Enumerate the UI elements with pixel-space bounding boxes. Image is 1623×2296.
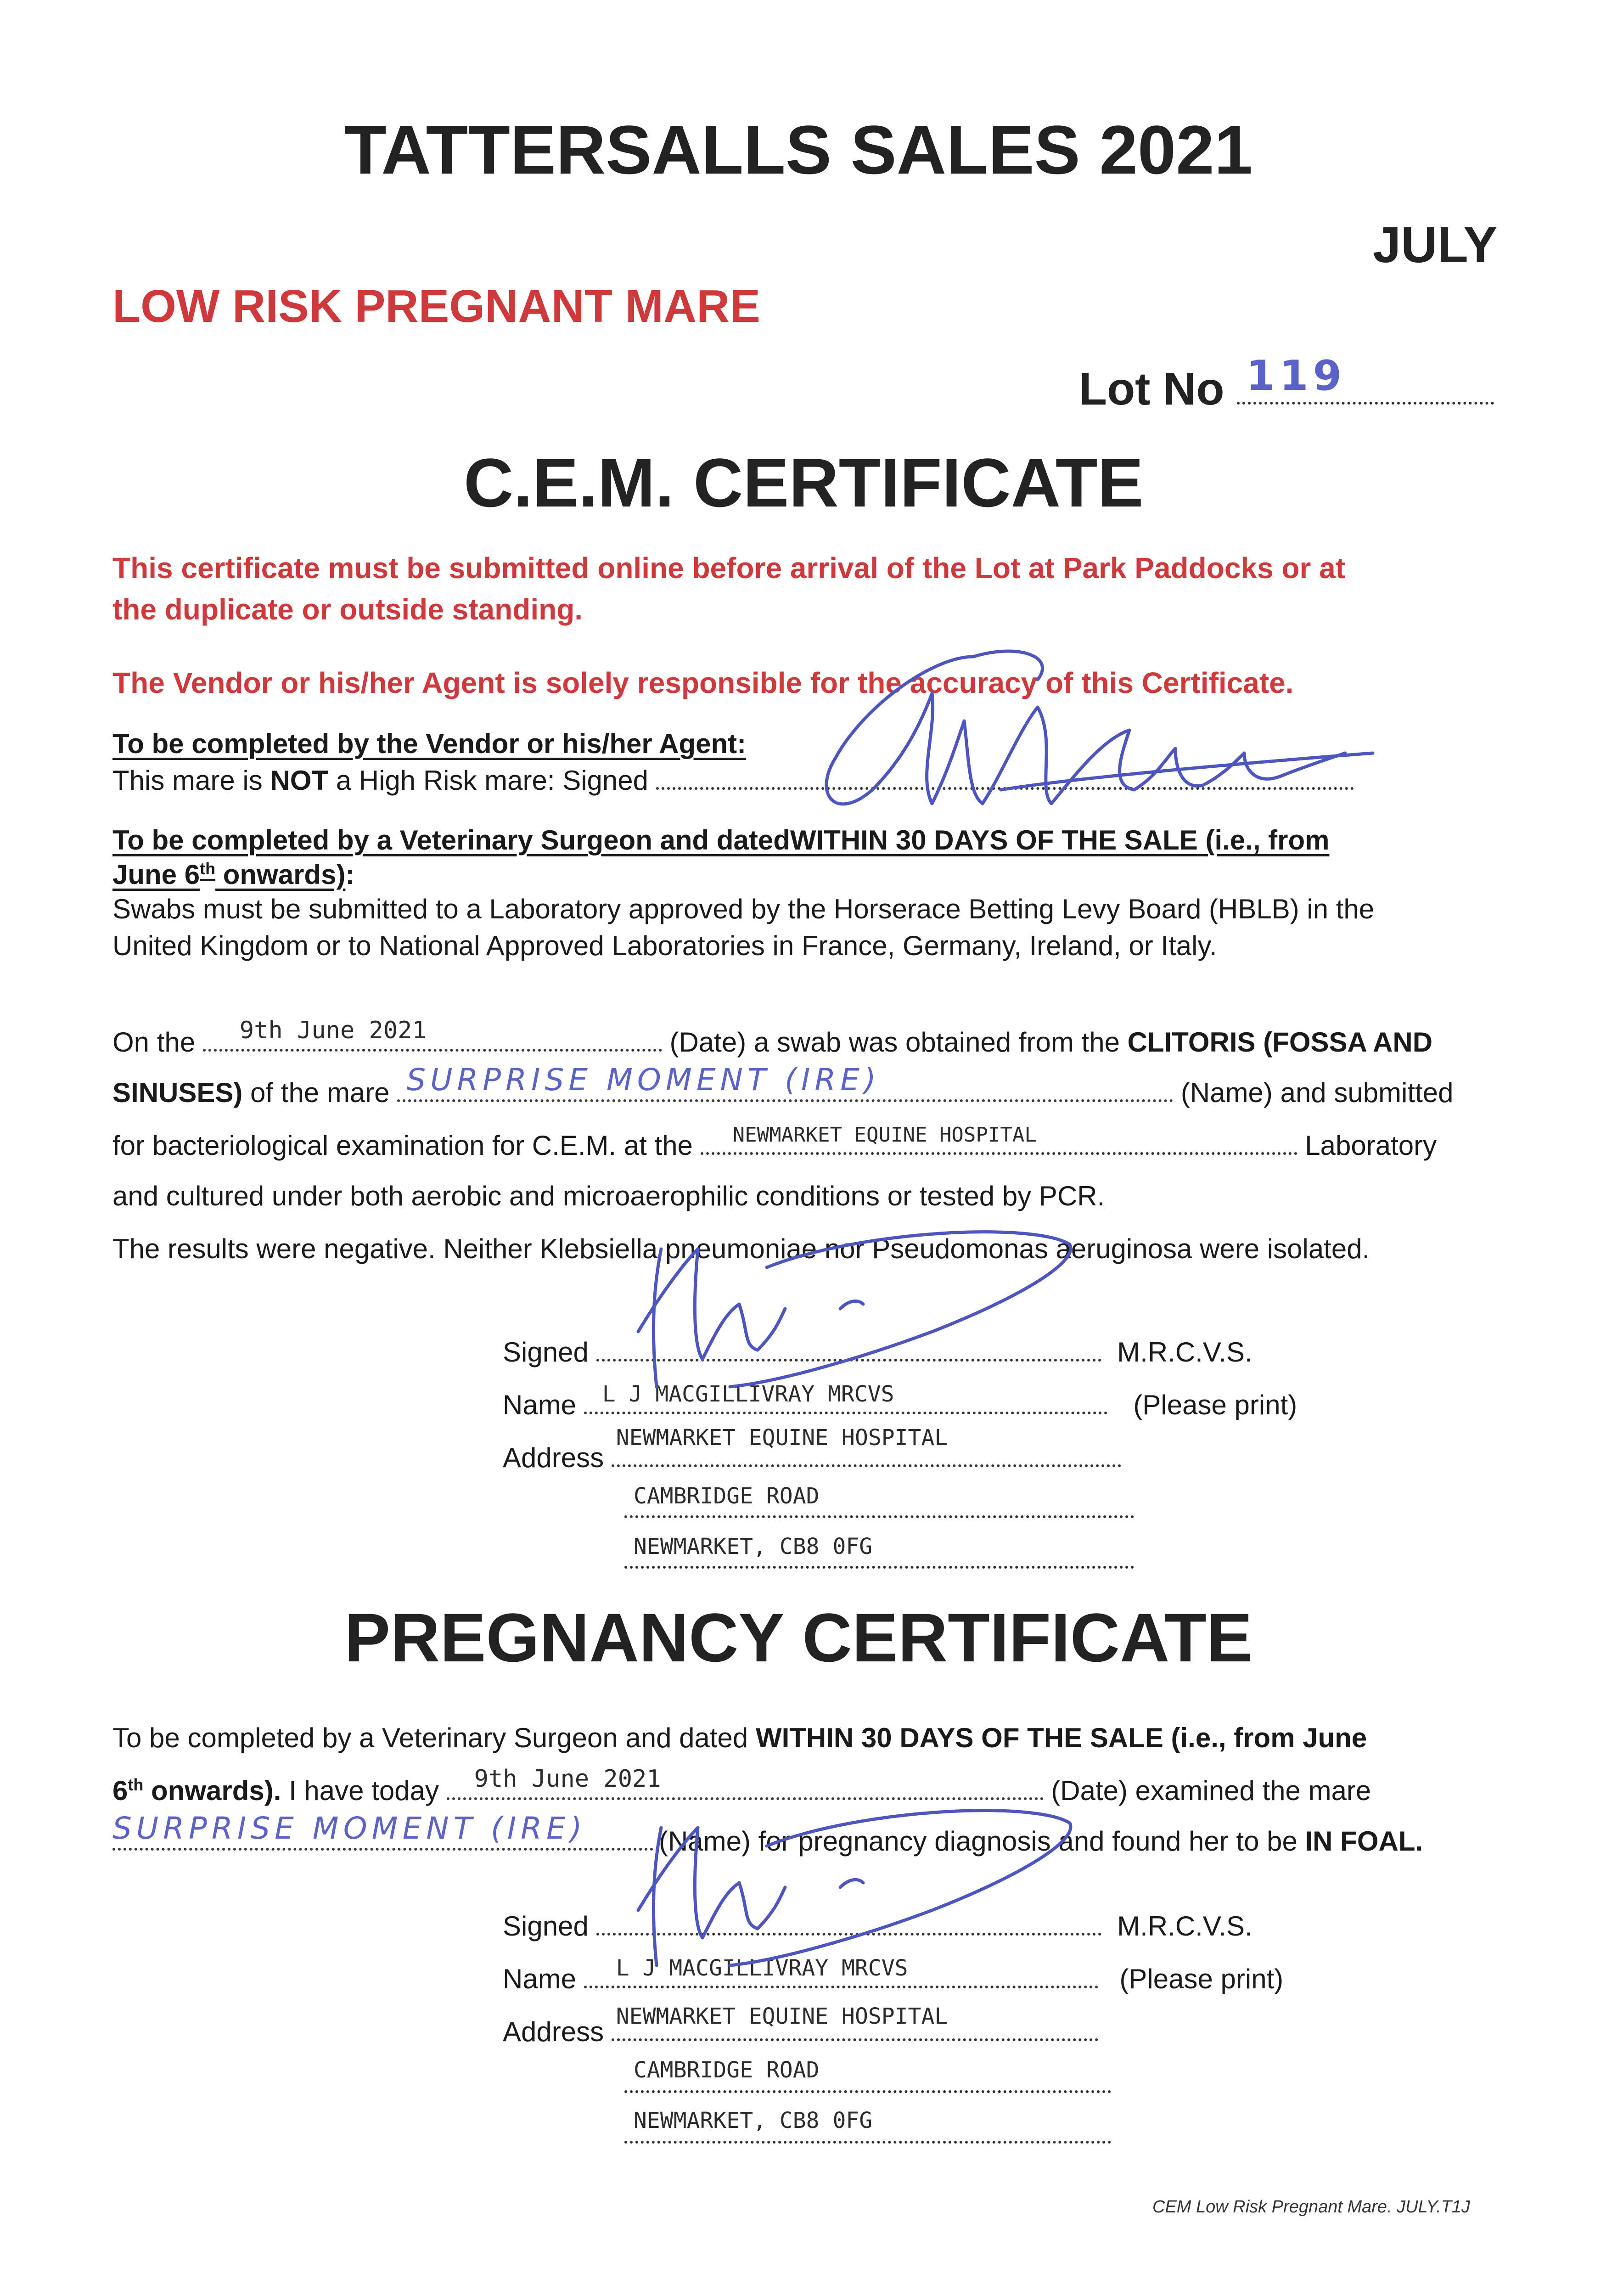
vet-heading-a: To be completed by a Veterinary Surgeon and dated [112,825,790,855]
submission-notice-line2: the duplicate or outside standing. [112,593,583,626]
swab-date-field [203,1017,662,1052]
culture-statement: and cultured under both aerobic and microaerophilic conditions or tested by PCR. [112,1181,1105,1211]
vet-heading-june: June 6 [112,859,200,890]
laboratory-field [701,1123,1297,1155]
preg-line3-a: (Name) for pregnancy diagnosis and found her to be [659,1826,1305,1857]
preg-signed-label: Signed [503,1911,589,1941]
preg-address-3-value: NEWMARKET, CB8 0FG [634,2108,873,2133]
vet-heading-onwards: onwards) [215,859,346,890]
preg-address-row [503,2003,1098,2048]
lot-number-field [1237,352,1494,405]
cem-address-3-value: NEWMARKET, CB8 0FG [634,1534,873,1559]
cem-please-print: (Please print) [1133,1390,1297,1420]
category-heading: LOW RISK PREGNANT MARE [112,281,761,332]
preg-line1-b: WITHIN 30 DAYS OF THE SALE (i.e., from June [755,1722,1367,1753]
vet-heading-c: (i.e., from [1197,825,1330,855]
preg-line2-d: (Date) examined the mare [1051,1775,1371,1806]
cem-signed-label: Signed [503,1337,589,1367]
vendor-heading [112,728,746,760]
swab-date-row [112,1017,1433,1058]
swab-requirement-line1: Swabs must be submitted to a Laboratory approved by the Horserace Betting Levy Board (HBLB) in the [112,894,1375,924]
page-title: TATTERSALLS SALES 2021 [344,111,1253,188]
responsibility-notice: The Vendor or his/her Agent is solely responsible for the accuracy of this Certificate. [112,666,1294,699]
cem-address-field-1 [612,1425,1121,1467]
laboratory-row [112,1123,1437,1161]
preg-line1-a: To be completed by a Veterinary Surgeon and dated [112,1722,756,1753]
pregnancy-line1 [112,1722,1367,1754]
preg-address-1-value: NEWMARKET EQUINE HOSPITAL [616,2003,948,2029]
preg-address-2-value: CAMBRIDGE ROAD [634,2057,820,2083]
of-the-mare-label: of the mare [242,1077,390,1108]
preg-name-field [584,1955,1098,1988]
pregnancy-title: PREGNANCY CERTIFICATE [344,1599,1252,1676]
mare-name-row [112,1062,1454,1109]
preg-mrcvs-label: M.R.C.V.S. [1117,1911,1252,1941]
cem-title: C.E.M. CERTIFICATE [464,444,1144,521]
laboratory-value: NEWMARKET EQUINE HOSPITAL [732,1123,1037,1147]
cem-address-row [503,1425,1121,1474]
preg-line2-sup: th [128,1775,144,1794]
swab-requirement-line2: United Kingdom or to National Approved Laboratories in France, Germany, Ireland, or Italy. [112,930,1217,961]
preg-address-field-3 [624,2141,1111,2144]
preg-line2-c: I have today [281,1775,439,1806]
cem-mrcvs-label: M.R.C.V.S. [1117,1337,1252,1367]
vendor-heading-text: To be completed by the Vendor or his/her Agent: [112,728,747,759]
clitoris-label: CLITORIS (FOSSA AND [1127,1027,1433,1058]
vendor-line-post: a High Risk mare: Signed [328,765,649,796]
on-the-label: On the [112,1027,196,1058]
pregnancy-mare-value: SURPRISE MOMENT (IRE) [112,1811,587,1846]
vet-heading-colon: : [345,859,355,890]
cem-vet-name-value: L J MACGILLIVRAY MRCVS [602,1381,894,1407]
name-submitted-label: (Name) and submitted [1180,1077,1454,1108]
preg-line2-a: 6 [112,1775,128,1806]
cem-vet-signature-icon [583,1194,1088,1405]
pregnancy-date-value: 9th June 2021 [474,1765,661,1793]
preg-line3-b: IN FOAL. [1305,1826,1423,1857]
cem-name-label: Name [503,1390,577,1420]
cem-name-field [584,1381,1107,1414]
preg-vet-name-value: L J MACGILLIVRAY MRCVS [616,1955,908,1981]
sinuses-label: SINUSES) [112,1077,243,1108]
preg-please-print: (Please print) [1119,1964,1284,1994]
footer-reference: CEM Low Risk Pregnant Mare. JULY.T1J [1152,2197,1471,2217]
mare-name-field [397,1062,1173,1102]
cem-address-label: Address [503,1442,604,1473]
lot-number-value: 119 [1246,352,1347,400]
preg-name-label: Name [503,1964,577,1994]
submission-notice-line1: This certificate must be submitted online before arrival of the Lot at Park Paddocks or at [112,551,1346,585]
results-statement: The results were negative. Neither Klebsiella pneumoniae nor Pseudomonas aeruginosa were isolated. [112,1233,1370,1264]
vet-heading-line2 [112,859,354,890]
swab-date-value: 9th June 2021 [239,1017,427,1044]
swab-date-suffix: (Date) a swab was obtained from the [669,1027,1128,1058]
preg-address-field-1 [612,2003,1098,2041]
pregnancy-mare-field [112,1811,659,1851]
vendor-line-not: NOT [270,765,329,796]
vet-heading-sup: th [200,859,216,878]
vendor-line-pre: This mare is [112,765,270,796]
cem-address-field-3 [624,1566,1134,1569]
sale-month: JULY [1373,217,1498,273]
bact-exam-label: for bacteriological examination for C.E.M. at the [112,1130,693,1161]
preg-address-field-2 [624,2090,1111,2093]
preg-line2-b: onwards). [143,1775,281,1806]
lot-number-row [1079,352,1494,416]
vet-heading-b: WITHIN 30 DAYS OF THE SALE [790,825,1198,855]
cem-address-field-2 [624,1515,1134,1518]
laboratory-label: Laboratory [1305,1130,1437,1161]
cem-address-1-value: NEWMARKET EQUINE HOSPITAL [616,1425,948,1451]
vendor-signature-icon [781,638,1377,836]
mare-name-value: SURPRISE MOMENT (IRE) [406,1062,881,1097]
cem-address-2-value: CAMBRIDGE ROAD [634,1483,820,1509]
lot-number-label: Lot No [1079,363,1224,415]
pregnancy-vet-signature-icon [583,1773,1088,1984]
preg-address-label: Address [503,2016,604,2047]
